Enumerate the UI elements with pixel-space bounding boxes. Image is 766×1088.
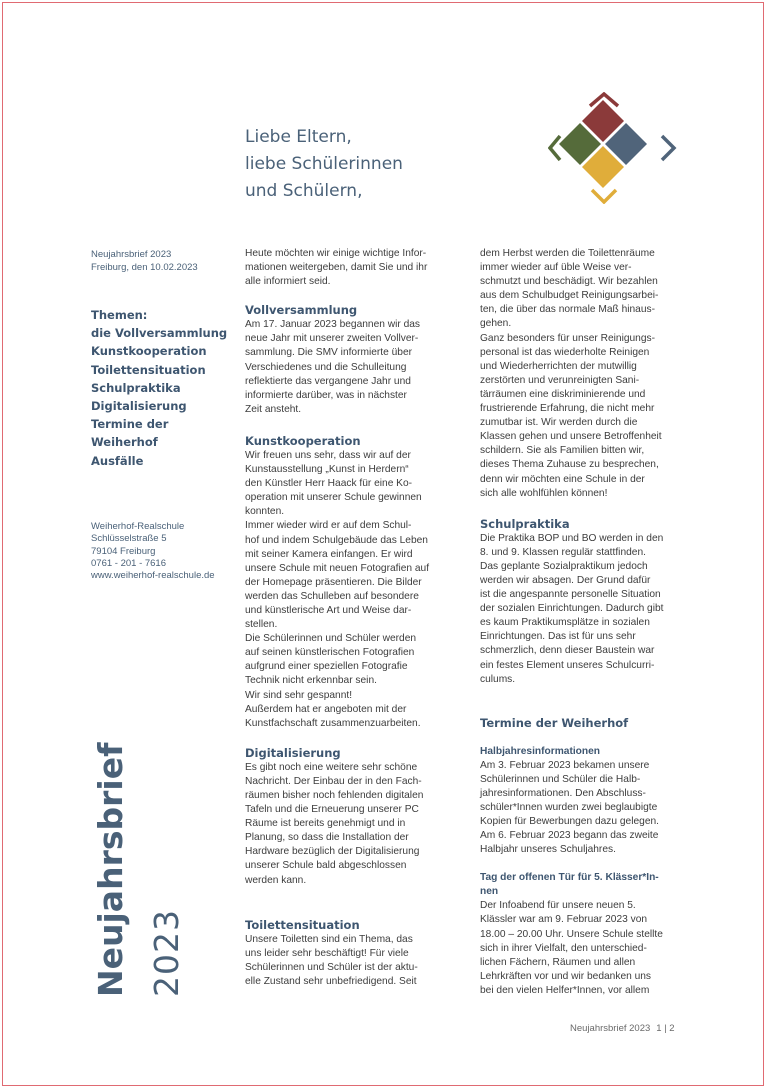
subheading-halbjahresinformationen: Halbjahresinformationen (480, 745, 601, 757)
text-halbjahresinformationen: Am 3. Februar 2023 bekamen unsere Schülerinnen und Schüler die Halb- jahresinformationen. Den Abschluss- schüler*Innen wurden zwei beglaubigte Kopien für Bewerbungen dazu gelegen. Am 6. Februar 2023 begann das zweite Halbjahr unseres Schuljahres. (480, 759, 659, 856)
vertical-title-line1: Neujahrsbrief (91, 742, 130, 997)
address-line: Schlüsselstraße 5 (91, 533, 167, 545)
website-link[interactable]: www.weiherhof-realschule.de (91, 570, 215, 582)
logo-bottom-chevron (592, 190, 616, 202)
theme-item: Termine der Weiherhof (91, 417, 169, 450)
vertical-title (91, 742, 192, 997)
section-text-vollversammlung: Am 17. Januar 2023 begannen wir das neue Jahr mit unserer zweiten Vollver- sammlung. Die SMV informierte über Verschiedenes und die Schulleitung reflektierte das vergangene Jahr und informierte darüber, was in nächster Zeit ansteht. (245, 319, 421, 415)
logo-left-chevron (550, 136, 560, 160)
letter-meta (91, 248, 236, 274)
subheading-tag-der-offenen-tuer: Tag der offenen Tür für 5. Klässer*In- nen (480, 872, 659, 898)
section-text-digitalisierung: Es gibt noch eine weitere sehr schöne Nachricht. Der Einbau der in den Fach- räumen bisher noch fehlenden digitalen Tafeln und die Erneuerung unserer PC Räume ist bereits genehmigt und in Planung, so dass die Installation der Hardware bezüglich der Digitalisierung unserer Schule bald abgeschlossen werden kann. (245, 761, 424, 886)
page-number: 1 | 2 (656, 1023, 675, 1034)
greeting-line: liebe Schülerinnen (245, 154, 403, 174)
theme-item: die Vollversammlung (91, 326, 228, 341)
school-address (91, 521, 236, 582)
text-column-2 (480, 247, 677, 998)
section-heading-schulpraktika: Schulpraktika (480, 516, 570, 531)
address-line: Weiherhof-Realschule (91, 521, 185, 532)
section-text-kunstkooperation: Wir freuen uns sehr, dass wir auf der Kunstausstellung „Kunst in Herdern“ den Künstler Herr Haack für eine Ko- operation mit unserer Schule gewinnen konnten. Immer wieder wird er auf dem Schul- hof und indem Schulgebäude das Leben mit seiner Kamera einfangen. Er wird unsere Schule mit neuen Fotografien auf der Homepage präsentieren. Die Bilder werden das Schulleben auf besondere und künstlerische Art und Weise dar- stellen. Die Schülerinnen und Schüler werden auf seinen künstlerischen Fotografien aufgrund einer speziellen Fotografie Technik nicht erkennbar sein. Wir sind sehr gespannt! Außerdem hat er angeboten mit der Kunstfachschaft zusammenzuarbeiten. (245, 449, 430, 729)
themes-heading: Themen: (91, 308, 148, 322)
theme-item: Schulpraktika (91, 380, 181, 395)
theme-item: Kunstkooperation (91, 344, 207, 359)
theme-item: Toilettensituation (91, 362, 206, 377)
section-heading-digitalisierung: Digitalisierung (245, 745, 341, 760)
school-logo-icon (548, 92, 680, 204)
theme-item: Digitalisierung (91, 399, 187, 414)
phone-number: 0761 - 201 - 7616 (91, 557, 167, 569)
footer-label: Neujahrsbrief 2023 (570, 1023, 651, 1034)
section-heading-vollversammlung: Vollversammlung (245, 303, 358, 318)
vertical-title-year: 2023 (147, 909, 186, 997)
meta-line: Freiburg, den 10.02.2023 (91, 262, 198, 273)
logo-right-chevron (662, 136, 674, 160)
theme-item: Ausfälle (91, 453, 144, 468)
section-heading-toilettensituation: Toilettensituation (245, 917, 360, 932)
text-tag-der-offenen-tuer: Der Infoabend für unsere neuen 5. Klässler war am 9. Februar 2023 von 18.00 – 20.00 Uhr. Unsere Schule stellte sich in ihrer Vielfalt, den unterschied- lichen Fächern, Räumen und allen Lehrkräften vor und wir bedanken uns bei den vielen Helfer*Innen, vor allem (480, 900, 663, 996)
address-line: 79104 Freiburg (91, 545, 156, 557)
section-heading-kunstkooperation: Kunstkooperation (245, 433, 361, 448)
section-text-toilettensituation: Unsere Toiletten sind ein Thema, das uns leider sehr beschäftigt! Für viele Schülerinnen und Schüler ist der aktu- elle Zustand sehr unbefriedigend. Seit (245, 933, 418, 987)
meta-line: Neujahrsbrief 2023 (91, 249, 172, 260)
greeting-line: und Schülern, (245, 181, 363, 201)
text-column-1 (245, 247, 443, 989)
intro-paragraph: Heute möchten wir einige wichtige Infor- mationen weitergeben, damit Sie und ihr alle informiert seid. (245, 248, 428, 288)
section-heading-termine: Termine der Weiherhof (480, 715, 629, 730)
section-text-schulpraktika: Die Praktika BOP und BO werden in den 8. und 9. Klassen regulär stattfinden. Das geplante Sozialpraktikum jedoch werden wir absagen. Der Grund dafür ist die angespannte personelle Situation der sozialen Einrichtungen. Dadurch gibt es kaum Praktikumsplätze in sozialen Einrichtungen. Das ist für uns sehr schmerzlich, denn dieser Baustein war ein festes Element unseres Schulcurri- culums. (480, 532, 664, 685)
themes-list (91, 306, 236, 470)
page-footer (570, 1023, 675, 1034)
section-text-toilettensituation-cont: dem Herbst werden die Toilettenräume immer wieder auf üble Weise ver- schmutzt und beschädigt. Wir bezahlen aus dem Schulbudget Reinigungsarbei- ten, die über das normale Maß hinaus- gehen. Ganz besonders für unser Reinigungs- personal ist das wiederholte Reinigen und Wiederherrichten der mutwillig zerstörten und verunreinigten Sani- tärräumen eine diskriminierende und frustrierende Erfahrung, die nicht mehr zumutbar ist. Wir werden durch die Klassen gehen und unsere Betroffenheit schildern. Sie als Familien bitten wir, dieses Thema Zuhause zu besprechen, denn wir möchten eine Schule in der sich alle wohlfühlen können! (480, 248, 662, 499)
greeting-line: Liebe Eltern, (245, 127, 352, 147)
greeting (245, 124, 545, 205)
